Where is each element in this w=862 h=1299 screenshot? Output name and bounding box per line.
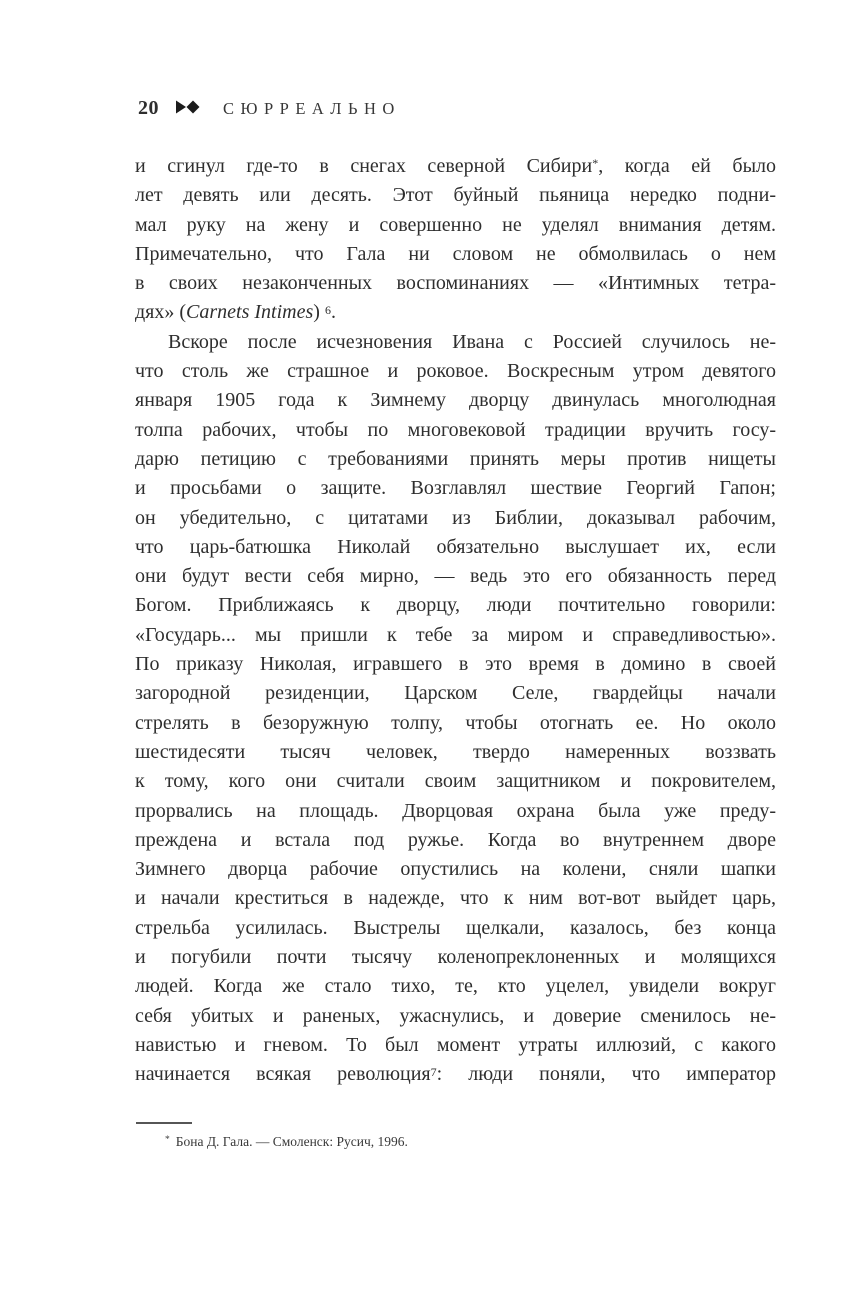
superscript-reference: 7 xyxy=(430,1064,437,1079)
triangle-diamond-ornament-icon xyxy=(176,99,202,120)
text-line xyxy=(135,650,776,679)
text-segment: к тому, кого они считали своим защитником и покровителем, xyxy=(135,770,776,793)
text-segment: стрелять в безоружную толпу, чтобы отогнать ее. Но около xyxy=(135,711,776,734)
text-segment: Примечательно, что Гала ни словом не обмолвилась о нем xyxy=(135,242,776,265)
text-segment: «Государь... мы пришли к тебе за миром и справедливостью». xyxy=(135,623,776,646)
text-segment: что царь-батюшка Николай обязательно выслушает их, если xyxy=(135,535,776,558)
footnote-text-line xyxy=(135,1133,776,1151)
running-title: СЮРРЕАЛЬНО xyxy=(223,99,401,118)
text-line xyxy=(135,621,776,650)
text-segment: он убедительно, с цитатами из Библии, доказывал рабочим, xyxy=(135,506,776,529)
text-segment: дарю петицию с требованиями принять меры против нищеты xyxy=(135,447,776,470)
text-segment: , когда ей было xyxy=(598,155,776,177)
text-line xyxy=(135,416,776,445)
superscript-reference: 6 xyxy=(324,302,331,317)
text-line xyxy=(135,679,776,708)
text-segment: себя убитых и раненых, ужаснулись, и доверие сменилось не- xyxy=(135,1004,776,1027)
text-segment: людей. Когда же стало тихо, те, кто уцелел, увидели вокруг xyxy=(135,975,776,998)
text-line xyxy=(135,562,776,591)
text-line xyxy=(135,504,776,533)
text-segment: мал руку на жену и совершенно не уделял внимания детям. xyxy=(135,213,776,236)
text-line xyxy=(135,1002,776,1031)
footnote-marker: * xyxy=(165,1134,170,1145)
text-line xyxy=(135,826,776,855)
text-segment: загородной резиденции, Царском Селе, гвардейцы начали xyxy=(135,682,776,705)
paragraph xyxy=(135,328,776,1090)
text-line xyxy=(135,533,776,562)
text-segment: ) xyxy=(313,301,325,324)
text-segment: дях» ( xyxy=(135,301,187,324)
body-text xyxy=(135,152,776,1090)
text-segment: Зимнего дворца рабочие опустились на колени, сняли шапки xyxy=(135,858,776,881)
text-line xyxy=(135,709,776,738)
text-line xyxy=(135,269,776,298)
footnote xyxy=(135,1122,776,1151)
text-line xyxy=(135,1031,776,1060)
text-segment: преждена и встала под ружье. Когда во внутреннем дворе xyxy=(135,828,776,851)
text-segment: они будут вести себя мирно, — ведь это его обязанность перед xyxy=(135,565,776,588)
page-header xyxy=(138,97,401,120)
text-line xyxy=(135,474,776,503)
text-line xyxy=(135,797,776,826)
text-segment: толпа рабочих, чтобы по многовековой традиции вручить госу- xyxy=(135,418,776,441)
text-segment: навистью и гневом. То был момент утраты иллюзий, с какого xyxy=(135,1033,776,1056)
text-line xyxy=(135,386,776,415)
text-segment: лет девять или десять. Этот буйный пьяница нередко подни- xyxy=(135,184,776,207)
page-number: 20 xyxy=(138,97,159,119)
footnote-text: Бона Д. Гала. — Смоленск: Русич, 1996. xyxy=(175,1134,408,1149)
text-line xyxy=(135,914,776,943)
text-segment: шестидесяти тысяч человек, твердо намеренных воззвать xyxy=(135,740,776,763)
text-segment: : люди поняли, что император xyxy=(436,1063,776,1086)
text-segment: января 1905 года к Зимнему дворцу двинулась многолюдная xyxy=(135,389,776,412)
text-line xyxy=(135,855,776,884)
text-segment: прорвались на площадь. Дворцовая охрана была уже преду- xyxy=(135,799,776,822)
text-line xyxy=(135,181,776,210)
text-segment: Carnets Intimes xyxy=(186,301,314,324)
superscript-reference: * xyxy=(592,156,599,171)
text-line xyxy=(135,738,776,767)
text-line xyxy=(135,972,776,1001)
text-line xyxy=(135,445,776,474)
text-segment: Вскоре после исчезновения Ивана с Россией случилось не- xyxy=(168,330,776,353)
text-segment: . xyxy=(330,301,336,324)
text-line xyxy=(135,328,776,357)
text-line xyxy=(135,591,776,620)
text-segment: Богом. Приближаясь к дворцу, люди почтительно говорили: xyxy=(135,594,776,617)
paragraph xyxy=(135,152,776,328)
text-line xyxy=(135,152,776,181)
footnote-separator-rule xyxy=(136,1122,192,1124)
text-segment: в своих незаконченных воспоминаниях — «Интимных тетра- xyxy=(135,272,776,295)
text-segment: и сгинул где-то в снегах северной Сибири xyxy=(135,155,593,177)
text-line xyxy=(135,357,776,386)
text-line xyxy=(135,943,776,972)
text-segment: стрельба усилилась. Выстрелы щелкали, казалось, без конца xyxy=(135,916,776,939)
text-line xyxy=(135,884,776,913)
text-segment: и просьбами о защите. Возглавлял шествие Георгий Гапон; xyxy=(135,477,776,500)
text-segment: что столь же страшное и роковое. Воскресным утром девятого xyxy=(135,360,776,383)
text-segment: и начали креститься в надежде, что к ним вот-вот выйдет царь, xyxy=(135,887,776,910)
text-segment: По приказу Николая, игравшего в это время в домино в своей xyxy=(135,653,776,676)
text-segment: и погубили почти тысячу коленопреклоненных и молящихся xyxy=(135,946,776,969)
text-line xyxy=(135,240,776,269)
text-line xyxy=(135,767,776,796)
text-line xyxy=(135,211,776,240)
text-segment: начинается всякая революция xyxy=(135,1063,431,1086)
text-line xyxy=(135,298,776,327)
text-line xyxy=(135,1060,776,1089)
